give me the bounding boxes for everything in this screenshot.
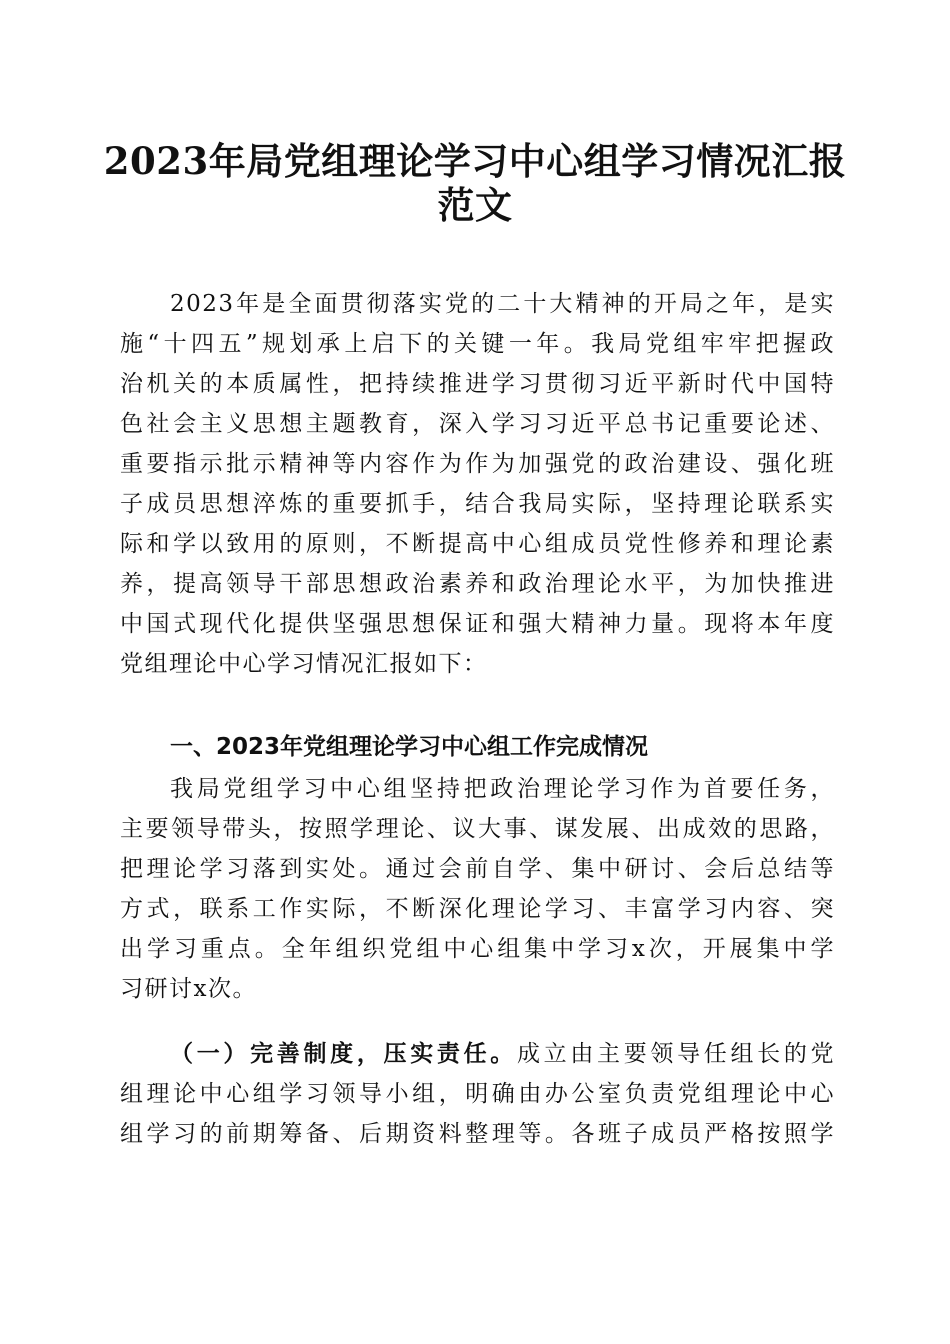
section-1-line: 把理论学习落到实处。通过会前自学、集中研讨、会后总结等 bbox=[120, 856, 835, 882]
section-1-line: 方式，联系工作实际，不断深化理论学习、丰富学习内容、突 bbox=[120, 896, 835, 922]
intro-line: 色社会主义思想主题教育，深入学习习近平总书记重要论述、 bbox=[120, 411, 835, 437]
subsection-1-line: 组学习的前期筹备、后期资料整理等。各班子成员严格按照学 bbox=[120, 1121, 835, 1147]
intro-line: 党组理论中心学习情况汇报如下： bbox=[120, 651, 488, 677]
section-1-line: 主要领导带头，按照学理论、议大事、谋发展、出成效的思路， bbox=[120, 816, 835, 842]
section-1-line: 出学习重点。全年组织党组中心组集中学习x次，开展集中学 bbox=[120, 936, 835, 962]
subsection-1-first-rest: 成立由主要领导任组长的党 bbox=[516, 1041, 835, 1067]
intro-line: 治机关的本质属性，把持续推进学习贯彻习近平新时代中国特 bbox=[120, 371, 835, 397]
subsection-1-lead: （一）完善制度，压实责任。 bbox=[170, 1040, 517, 1067]
intro-line: 养，提高领导干部思想政治素养和政治理论水平，为加快推进 bbox=[120, 571, 835, 597]
section-1-heading: 一、2023年党组理论学习中心组工作完成情况 bbox=[170, 734, 649, 760]
intro-line: 中国式现代化提供坚强思想保证和强大精神力量。现将本年度 bbox=[120, 611, 835, 637]
intro-line: 子成员思想淬炼的重要抓手，结合我局实际，坚持理论联系实 bbox=[120, 491, 835, 517]
intro-line: 2023年是全面贯彻落实党的二十大精神的开局之年，是实 bbox=[170, 291, 835, 317]
document-title-line-2: 范文 bbox=[437, 183, 513, 227]
subsection-1-first-line bbox=[120, 1034, 835, 1074]
section-1-line: 我局党组学习中心组坚持把政治理论学习作为首要任务， bbox=[170, 776, 835, 802]
intro-line: 重要指示批示精神等内容作为作为加强党的政治建设、强化班 bbox=[120, 451, 835, 477]
section-1-paragraph bbox=[120, 769, 835, 1009]
subsection-1-paragraph bbox=[120, 1034, 835, 1154]
section-1-line: 习研讨x次。 bbox=[120, 976, 257, 1002]
intro-paragraph bbox=[120, 284, 835, 684]
subsection-1-line: 组理论中心组学习领导小组，明确由办公室负责党组理论中心 bbox=[120, 1081, 835, 1107]
document-title-line-1: 2023年局党组理论学习中心组学习情况汇报 bbox=[103, 139, 847, 183]
intro-line: 施“十四五”规划承上启下的关键一年。我局党组牢牢把握政 bbox=[120, 331, 835, 357]
intro-line: 际和学以致用的原则，不断提高中心组成员党性修养和理论素 bbox=[120, 531, 835, 557]
